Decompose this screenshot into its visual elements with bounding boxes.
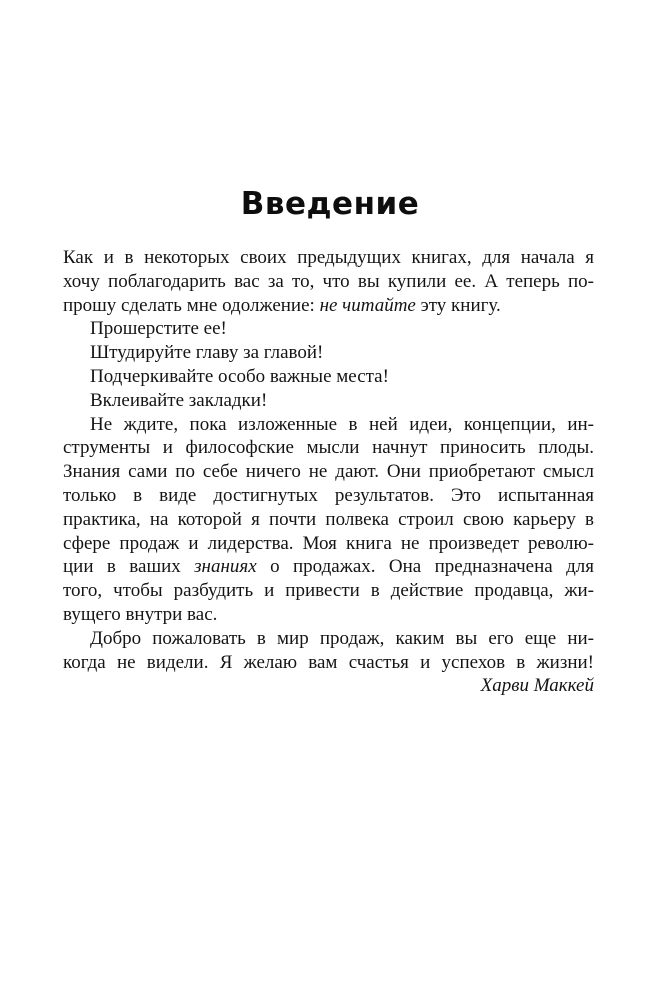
text-fragment: прошу сделать мне одолжение:: [63, 294, 320, 316]
text-line: хочу поблагодарить вас за то, что вы купили ее. А теперь по-: [63, 270, 594, 292]
text-line: практика, на которой я почти полвека строил свою карьеру в: [63, 508, 594, 530]
text-line: [63, 555, 594, 579]
text-line: Знания сами по себе ничего не дают. Они приобретают смысл: [63, 461, 594, 483]
emphasis-text: не читайте: [319, 294, 416, 316]
page-title: Введение: [240, 186, 420, 222]
text-line: сфере продаж и лидерства. Моя книга не произведет револю-: [63, 532, 594, 554]
text-line: [63, 294, 594, 318]
body-text: [63, 246, 594, 698]
command-line: Вклеивайте закладки!: [90, 389, 268, 411]
text-line: когда не видели. Я желаю вам счастья и успехов в жизни!: [63, 651, 594, 673]
text-line: вущего внутри вас.: [63, 603, 218, 625]
text-line: того, чтобы разбудить и привести в действие продавца, жи-: [63, 580, 594, 602]
text-fragment: ции в ваших: [63, 556, 195, 578]
emphasis-text: знаниях: [194, 556, 257, 578]
text-fragment: эту книгу.: [415, 294, 501, 316]
text-line: Как и в некоторых своих предыдущих книгах, для начала я: [63, 247, 594, 268]
text-fragment: о продажах. Она предназначена для: [256, 556, 594, 578]
text-line: струменты и философские мысли начнут приносить плоды.: [63, 437, 594, 459]
command-line: Штудируйте главу за главой!: [90, 342, 324, 364]
command-line: Прошерстите ее!: [90, 318, 227, 340]
command-line: Подчеркивайте особо важные места!: [90, 365, 389, 387]
text-line: только в виде достигнутых результатов. Это испытанная: [63, 484, 594, 506]
text-line: Добро пожаловать в мир продаж, каким вы его еще ни-: [90, 627, 594, 649]
text-line: Не ждите, пока изложенные в ней идеи, концепции, ин-: [90, 413, 594, 435]
author-signature: Харви Маккей: [480, 675, 594, 697]
